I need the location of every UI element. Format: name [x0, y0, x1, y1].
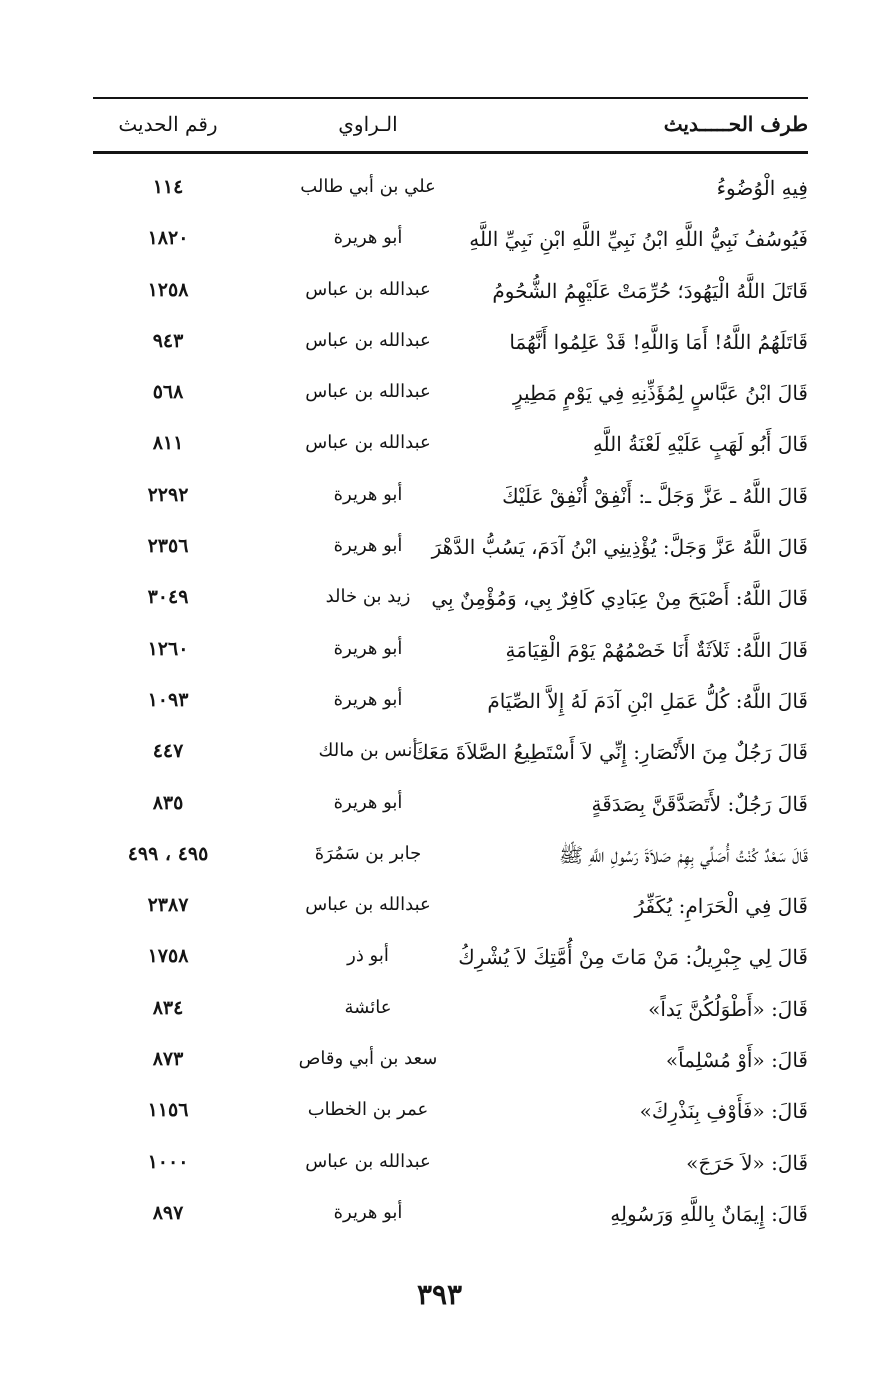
hadith-number: ١٧٥٨ — [147, 945, 189, 968]
table-row — [93, 267, 808, 318]
hadith-number: ١٢٥٨ — [147, 278, 189, 301]
table-row — [93, 831, 808, 882]
table-row — [93, 472, 808, 523]
table-row — [93, 626, 808, 677]
hadith-number: ٢٣٨٧ — [147, 894, 189, 917]
narrator-name: أبو ذر — [347, 945, 389, 967]
hadith-text: قَالَ رَجُلٌ مِنَ الأَنْصَارِ: إِنِّي لاَ أَسْتَطِيعُ الصَّلاَةَ مَعَكَ — [412, 740, 808, 765]
table-row — [93, 1087, 808, 1138]
table-row — [93, 882, 808, 933]
table-row — [93, 1139, 808, 1190]
narrator-name: عبدالله بن عباس — [305, 381, 431, 403]
hadith-text: قَالَ: إِيمَانٌ بِاللَّهِ وَرَسُولِهِ — [610, 1201, 808, 1226]
hadith-number: ٩٤٣ — [152, 329, 184, 352]
table-row — [93, 1190, 808, 1241]
hadith-text: قَالَ لِي جِبْرِيلُ: مَنْ مَاتَ مِنْ أُمَّتِكَ لاَ يُشْرِكُ — [458, 945, 808, 970]
hadith-text: قَالَ اللَّهُ: ثَلاَثَةٌ أَنَا خَصْمُهُمْ يَوْمَ الْقِيَامَةِ — [505, 637, 808, 662]
table-row — [93, 1036, 808, 1087]
narrator-name: عبدالله بن عباس — [305, 278, 431, 300]
table-row — [93, 985, 808, 1036]
hadith-text: قَالَ اللَّهُ عَزَّ وَجَلَّ: يُؤْذِينِي ابْنُ آدَمَ، يَسُبُّ الدَّهْرَ — [431, 535, 808, 560]
hadith-number: ٨١١ — [152, 432, 184, 455]
hadith-text: قَالَ أَبُو لَهَبٍ عَلَيْهِ لَعْنَةُ اللَّهِ — [592, 432, 808, 457]
narrator-name: أبو هريرة — [333, 483, 403, 505]
hadith-number: ٥٦٨ — [152, 381, 184, 404]
table-row — [93, 574, 808, 625]
hadith-number: ١٠٩٣ — [147, 688, 189, 711]
hadith-number: ٨٣٥ — [152, 791, 184, 814]
hadith-text: قَالَ اللَّهُ ـ عَزَّ وَجَلَّ ـ: أَنْفِقْ أُنْفِقْ عَلَيْكَ — [502, 483, 808, 508]
number-column-header: رقم الحديث — [118, 112, 218, 136]
hadith-text: قَالَ سَعْدٌ كُنْتُ أُصَلِّي بِهِمْ صَلاَةَ رَسُولِ اللَّهِ ﷺ — [558, 842, 808, 867]
hadith-column-header: طرف الحـــــديث — [663, 112, 808, 136]
hadith-number: ١٠٠٠ — [147, 1150, 189, 1173]
hadith-text: فِيهِ الْوُضُوءُ — [716, 176, 808, 200]
narrator-name: عبدالله بن عباس — [305, 1150, 431, 1172]
hadith-text: قَالَ اللَّهُ: كُلُّ عَمَلِ ابْنِ آدَمَ لَهُ إِلاَّ الصِّيَامَ — [487, 688, 808, 713]
hadith-text: قَالَ: «فَأَوْفِ بِنَذْرِكَ» — [639, 1099, 808, 1124]
hadith-text: قَاتَلَهُمُ اللَّهُ! أَمَا وَاللَّهِ! قَدْ عَلِمُوا أَنَّهُمَا — [509, 329, 808, 354]
hadith-number: ٣٠٤٩ — [147, 586, 189, 609]
hadith-text: قَاتَلَ اللَّهُ الْيَهُودَ؛ حُرِّمَتْ عَلَيْهِمُ الشُّحُومُ — [492, 278, 808, 303]
narrator-column-header: الـراوي — [338, 112, 398, 136]
hadith-number: ١١٥٦ — [147, 1099, 189, 1122]
table-row — [93, 728, 808, 779]
table-row — [93, 215, 808, 266]
hadith-text: قَالَ: «أَوْ مُسْلِماً» — [665, 1048, 808, 1073]
narrator-name: عبدالله بن عباس — [305, 432, 431, 454]
narrator-name: زيد بن خالد — [325, 586, 411, 608]
hadith-number: ٤٤٧ — [152, 740, 184, 763]
hadith-text: قَالَ: «لاَ حَرَجَ» — [686, 1150, 808, 1175]
hadith-number: ٤٩٥ ، ٤٩٩ — [127, 842, 209, 865]
hadith-number: ١٨٢٠ — [147, 227, 189, 250]
narrator-name: أبو هريرة — [333, 535, 403, 557]
narrator-name: عمر بن الخطاب — [307, 1099, 429, 1121]
narrator-name: أبو هريرة — [333, 1201, 403, 1223]
hadith-text: قَالَ ابْنُ عَبَّاسٍ لِمُؤَذِّنِهِ فِي يَوْمٍ مَطِيرٍ — [512, 381, 808, 406]
hadith-number: ٢٢٩٢ — [147, 483, 189, 506]
page-number: ٣٩٣ — [416, 1278, 463, 1311]
narrator-name: جابر بن سَمُرَةَ — [314, 842, 422, 864]
narrator-name: سعد بن أبي وقاص — [298, 1048, 438, 1070]
table-header — [93, 104, 808, 150]
hadith-text: قَالَ: «أَطْوَلُكُنَّ يَداً» — [648, 996, 808, 1021]
header-rule — [93, 151, 808, 154]
hadith-number: ٨٣٤ — [152, 996, 184, 1019]
hadith-text: فَيُوسُفُ نَبِيُّ اللَّهِ ابْنُ نَبِيِّ اللَّهِ ابْنِ نَبِيِّ اللَّهِ — [469, 227, 808, 252]
narrator-name: عبدالله بن عباس — [305, 329, 431, 351]
narrator-name: أبو هريرة — [333, 791, 403, 813]
narrator-name: أبو هريرة — [333, 637, 403, 659]
narrator-name: عبدالله بن عباس — [305, 894, 431, 916]
hadith-number: ١٢٦٠ — [147, 637, 189, 660]
table-row — [93, 164, 808, 215]
hadith-text: قَالَ اللَّهُ: أَصْبَحَ مِنْ عِبَادِي كَافِرٌ بِي، وَمُؤْمِنٌ بِي — [431, 586, 808, 611]
table-row — [93, 933, 808, 984]
narrator-name: عائشة — [344, 996, 392, 1018]
narrator-name: أنس بن مالك — [318, 740, 418, 762]
table-row — [93, 677, 808, 728]
top-rule — [93, 97, 808, 99]
table-row — [93, 369, 808, 420]
hadith-index-table — [93, 164, 808, 1241]
table-row — [93, 318, 808, 369]
hadith-number: ٢٣٥٦ — [147, 535, 189, 558]
hadith-number: ٨٩٧ — [152, 1201, 184, 1224]
hadith-text: قَالَ فِي الْحَرَامِ: يُكَفِّرُ — [634, 894, 808, 919]
narrator-name: أبو هريرة — [333, 227, 403, 249]
narrator-name: علي بن أبي طالب — [300, 176, 436, 197]
table-row — [93, 523, 808, 574]
hadith-text: قَالَ رَجُلٌ: لأَتَصَدَّقَنَّ بِصَدَقَةٍ — [591, 791, 808, 816]
hadith-number: ٨٧٣ — [152, 1048, 184, 1071]
table-row — [93, 420, 808, 471]
table-row — [93, 780, 808, 831]
hadith-number: ١١٤ — [152, 176, 184, 198]
narrator-name: أبو هريرة — [333, 688, 403, 710]
